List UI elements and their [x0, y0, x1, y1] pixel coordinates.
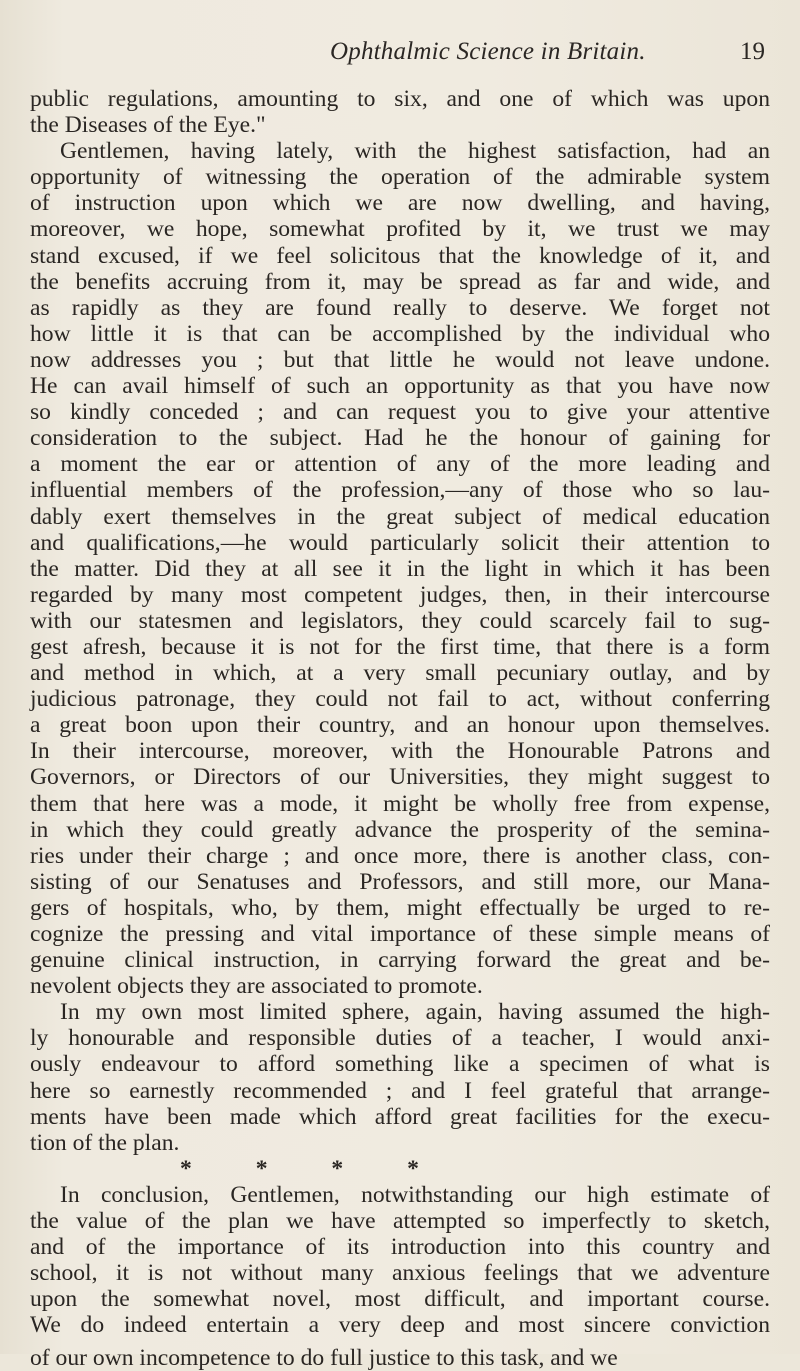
text-line: school, it is not without many anxious feelings that we adventure — [30, 1260, 770, 1287]
text-line: stand excused, if we feel solicitous that the knowledge of it, and — [30, 242, 770, 269]
text-line: the matter. Did they at all see it in the light in which it has been — [30, 555, 770, 582]
text-line: cognize the pressing and vital importance of these simple means of — [30, 921, 770, 947]
text-line: We do indeed entertain a very deep and most sincere conviction — [30, 1312, 770, 1339]
text-line: the value of the plan we have attempted so imperfectly to sketch, — [30, 1208, 770, 1235]
text-line: influential members of the profession,—any of those who so lau- — [30, 477, 770, 504]
text-line: Gentlemen, having lately, with the highest satisfaction, had an — [60, 138, 770, 165]
text-line: In my own most limited sphere, again, having assumed the high- — [60, 999, 770, 1026]
text-line: genuine clinical instruction, in carrying forward the great and be- — [30, 947, 770, 974]
text-line: gest afresh, because it is not for the first time, that there is a form — [30, 633, 770, 660]
text-line: a great boon upon their country, and an honour upon themselves. — [30, 712, 770, 739]
text-line: consideration to the subject. Had he the honour of gaining for — [30, 425, 770, 452]
text-line: and method in which, at a very small pecuniary outlay, and by — [30, 660, 770, 687]
body-text — [30, 86, 770, 1339]
text-line: ries under their charge ; and once more, there is another class, con- — [30, 842, 770, 869]
running-head — [0, 18, 800, 65]
text-line: tion of the plan. — [30, 1129, 180, 1156]
text-line: and of the importance of its introduction into this country and — [30, 1234, 770, 1261]
text-line: as rapidly as they are found really to deserve. We forget not — [30, 294, 770, 321]
text-line: He can avail himself of such an opportunity as that you have now — [30, 373, 770, 400]
text-line: the benefits accruing from it, may be spread as far and wide, and — [30, 268, 770, 295]
running-head-title: Ophthalmic Science in Britain. — [330, 38, 646, 65]
text-line: ously endeavour to afford something like a specimen of what is — [30, 1051, 770, 1078]
text-line: sisting of our Senatuses and Professors, and still more, our Mana- — [30, 868, 770, 895]
text-line: gers of hospitals, who, by them, might effectually be urged to re- — [30, 894, 770, 921]
text-line: a moment the ear or attention of any of the more leading and — [30, 451, 770, 478]
text-line: with our statesmen and legislators, they could scarcely fail to sug- — [30, 607, 770, 634]
text-line: regarded by many most competent judges, then, in their intercourse — [30, 581, 770, 608]
text-line: dably exert themselves in the great subject of medical education — [30, 503, 770, 530]
text-line: upon the somewhat novel, most difficult, and important course. — [30, 1286, 770, 1313]
text-line: nevolent objects they are associated to promote. — [30, 973, 483, 1000]
cut-off-text-line — [30, 1345, 770, 1371]
text-line: moreover, we hope, somewhat profited by it, we trust we may — [30, 216, 770, 243]
text-line: here so earnestly recommended ; and I feel grateful that arrange- — [30, 1077, 770, 1104]
text-line: public regulations, amounting to six, and one of which was upon — [30, 86, 770, 112]
text-line: judicious patronage, they could not fail to act, without conferring — [30, 686, 770, 713]
section-break-asterisks: * * * * — [180, 1155, 419, 1182]
text-line: them that here was a mode, it might be wholly free from expense, — [30, 790, 770, 817]
text-line: ments have been made which afford great facilities for the execu- — [30, 1103, 770, 1130]
text-line: Governors, or Directors of our Universities, they might suggest to — [30, 764, 770, 791]
cut-off-text: of our own incompetence to do full justice to this task, and we — [30, 1345, 618, 1371]
text-line: now addresses you ; but that little he would not leave undone. — [30, 346, 770, 373]
text-line: of instruction upon which we are now dwelling, and having, — [30, 190, 770, 217]
text-line: in which they could greatly advance the prosperity of the semina- — [30, 816, 770, 843]
text-line: the Diseases of the Eye." — [30, 112, 266, 139]
text-line: and qualifications,—he would particularly solicit their attention to — [30, 529, 770, 556]
text-line: opportunity of witnessing the operation of the admirable system — [30, 164, 770, 191]
text-line: so kindly conceded ; and can request you to give your attentive — [30, 399, 770, 426]
text-line: In conclusion, Gentlemen, notwithstanding our high estimate of — [60, 1181, 770, 1208]
text-line: In their intercourse, moreover, with the Honourable Patrons and — [30, 738, 770, 765]
text-line: how little it is that can be accomplished by the individual who — [30, 320, 770, 347]
text-line: ly honourable and responsible duties of a teacher, I would anxi- — [30, 1025, 770, 1052]
page-number: 19 — [740, 38, 765, 65]
